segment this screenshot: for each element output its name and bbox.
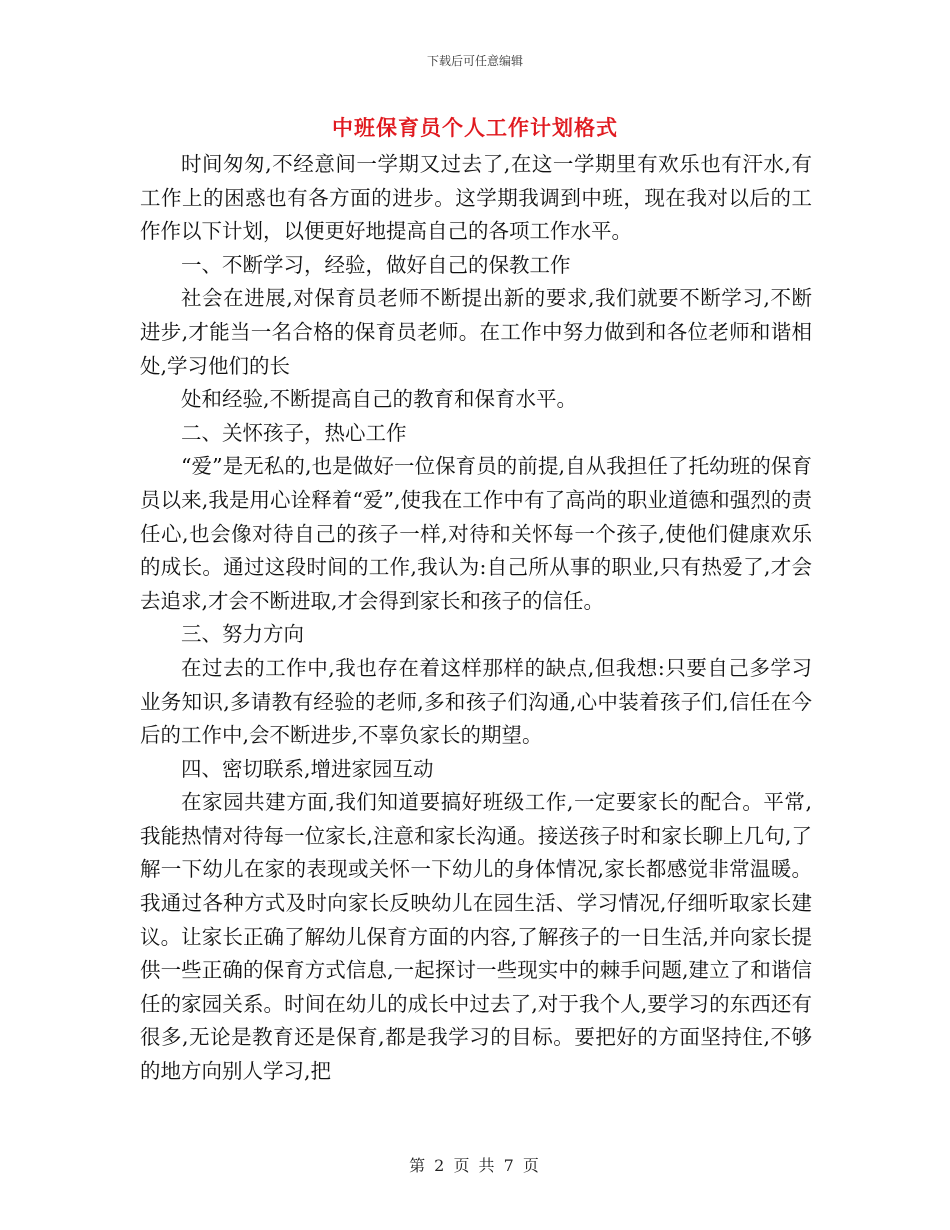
section-heading-1: 一、不断学习，经验，做好自己的保教工作 [181, 252, 571, 277]
paragraph-4: 在家园共建方面,我们知道要搞好班级工作,一定要家长的配合。平常,我能热情对待每一位家长,注意和家长沟通。接送孩子时和家长聊上几句,了解一下幼儿在家的表现或关怀一下幼儿的身体情况,家长都感觉非常温暖。我通过各种方式及时向家长反映幼儿在园生活、学习情况,仔细听取家长建议。让家长正确了解幼儿保育方面的内容,了解孩子的一日生活,并向家长提供一些正确的保育方式信息,一起探讨一些现实中的棘手问题,建立了和谐信任的家园关系。时间在幼儿的成长中过去了,对于我个人,要学习的东西还有很多,无论是教育还是保育,都是我学习的目标。要把好的方面坚持住,不够的地方向别人学习,把 [140, 790, 812, 1084]
paragraph-2: “爱”是无私的,也是做好一位保育员的前提,自从我担任了托幼班的保育员以来,我是用心诠释着“爱”,使我在工作中有了高尚的职业道德和强烈的责任心,也会像对待自己的孩子一样,对待和关怀每一个孩子,使他们健康欢乐的成长。通过这段时间的工作,我认为:自己所从事的职业,只有热爱了,才会去追求,才会不断进取,才会得到家长和孩子的信任。 [140, 454, 812, 613]
header-note: 下载后可任意编辑 [426, 54, 523, 68]
paragraph-3: 在过去的工作中,我也存在着这样那样的缺点,但我想:只要自己多学习业务知识,多请教有经验的老师,多和孩子们沟通,心中装着孩子们,信任在今后的工作中,会不断进步,不辜负家长的期望。 [140, 655, 812, 748]
section-heading-4: 四、密切联系,增进家园互动 [181, 756, 434, 781]
section-heading-2: 二、关怀孩子，热心工作 [181, 420, 407, 445]
document-body [140, 148, 812, 1089]
section-heading-3: 三、努力方向 [181, 622, 304, 647]
paragraph-intro: 时间匆匆,不经意间一学期又过去了,在这一学期里有欢乐也有汗水,有工作上的困惑也有各方面的进步。这学期我调到中班，现在我对以后的工作作以下计划，以便更好地提高自己的各项工作水平。 [140, 152, 812, 244]
document-title: 中班保育员个人工作计划格式 [332, 116, 618, 140]
page-number: 第 2 页 共 7 页 [409, 1156, 541, 1175]
paragraph-1b: 处和经验,不断提高自己的教育和保育水平。 [181, 387, 578, 412]
paragraph-1a: 社会在进展,对保育员老师不断提出新的要求,我们就要不断学习,不断进步,才能当一名合格的保育员老师。在工作中努力做到和各位老师和谐相处,学习他们的长 [140, 286, 812, 378]
